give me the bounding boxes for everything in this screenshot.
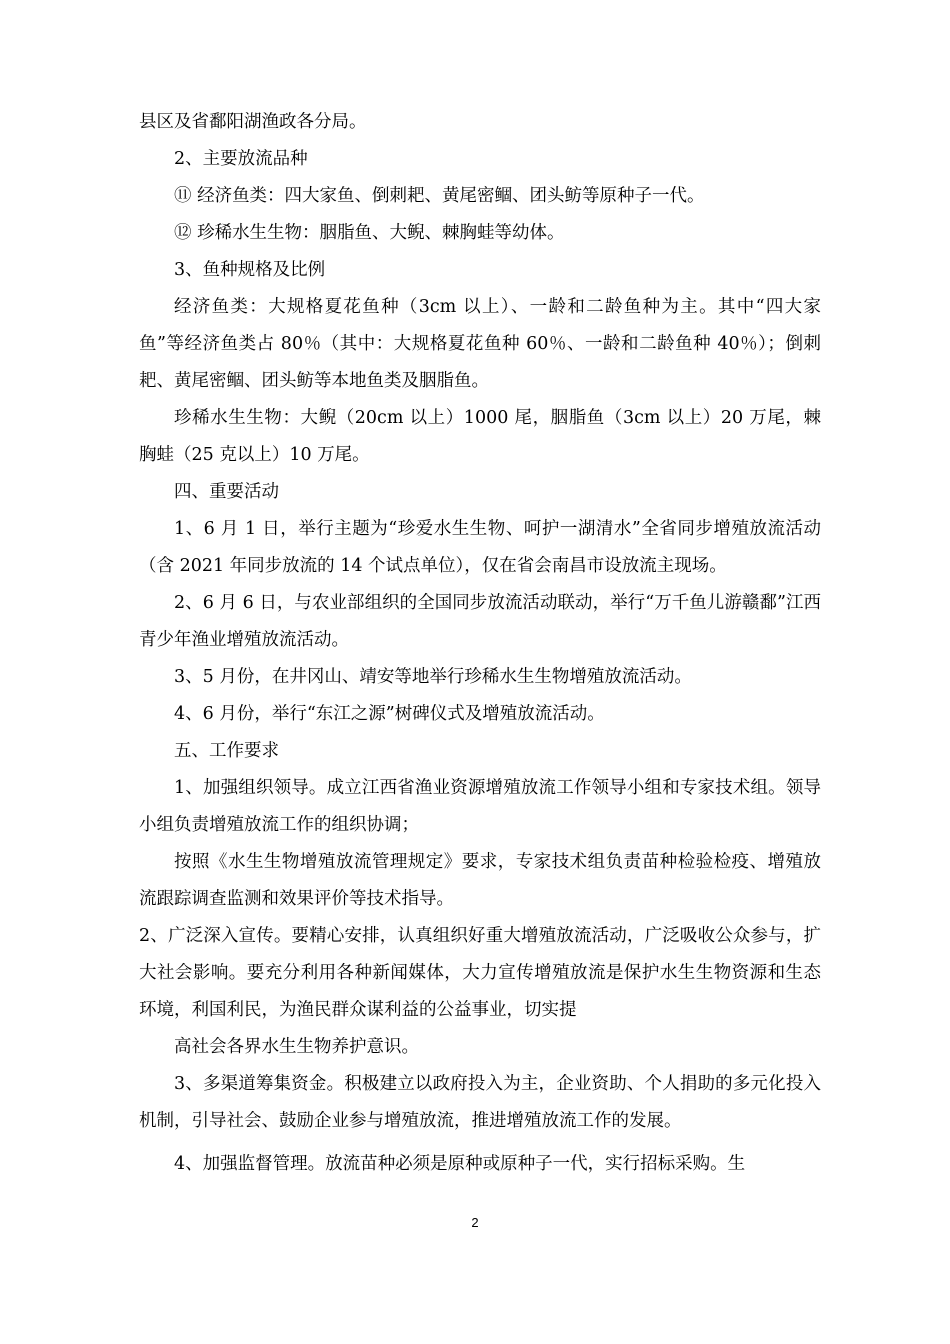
paragraph-13: 五、工作要求 xyxy=(174,741,279,761)
paragraph-11: 3、5 月份，在井冈山、靖安等地举行珍稀水生生物增殖放流活动。 xyxy=(174,667,692,687)
paragraph-5: 3、鱼种规格及比例 xyxy=(174,260,326,280)
paragraph-4: ⑫ 珍稀水生生物：胭脂鱼、大鲵、棘胸蛙等幼体。 xyxy=(174,223,565,243)
paragraph-14: 1、加强组织领导。成立江西省渔业资源增殖放流工作领导小组和专家技术组。领导小组负责增殖放流工作的组织协调； xyxy=(139,778,821,835)
paragraph-17: 高社会各界水生生物养护意识。 xyxy=(174,1037,419,1057)
paragraph-2: 2、主要放流品种 xyxy=(174,149,308,169)
paragraph-6: 经济鱼类：大规格夏花鱼种（3cm 以上）、一龄和二龄鱼种为主。其中“四大家鱼”等经济鱼类占 80％（其中：大规格夏花鱼种 60％、一龄和二龄鱼种 40％）；倒刺耙、黄尾密鲴、团头鲂等本地鱼类及胭脂鱼。 xyxy=(139,297,821,391)
page-number: 2 xyxy=(471,1215,479,1230)
paragraph-3: ⑪ 经济鱼类：四大家鱼、倒刺耙、黄尾密鲴、团头鲂等原种子一代。 xyxy=(174,186,705,206)
paragraph-12: 4、6 月份，举行“东江之源”树碑仪式及增殖放流活动。 xyxy=(174,704,605,724)
paragraph-16: 2、广泛深入宣传。要精心安排，认真组织好重大增殖放流活动，广泛吸收公众参与，扩大社会影响。要充分利用各种新闻媒体，大力宣传增殖放流是保护水生生物资源和生态环境，利国利民，为渔民群众谋利益的公益事业，切实提 xyxy=(139,926,821,1020)
paragraph-19: 4、加强监督管理。放流苗种必须是原种或原种子一代，实行招标采购。生 xyxy=(174,1154,746,1174)
paragraph-8: 四、重要活动 xyxy=(174,482,279,502)
paragraph-1: 县区及省鄱阳湖渔政各分局。 xyxy=(139,112,367,132)
paragraph-15: 按照《水生生物增殖放流管理规定》要求，专家技术组负责苗种检验检疫、增殖放流跟踪调查监测和效果评价等技术指导。 xyxy=(139,852,821,909)
paragraph-9: 1、6 月 1 日，举行主题为“珍爱水生生物、呵护一湖清水”全省同步增殖放流活动（含 2021 年同步放流的 14 个试点单位），仅在省会南昌市设放流主现场。 xyxy=(139,519,821,576)
paragraph-10: 2、6 月 6 日，与农业部组织的全国同步放流活动联动，举行“万千鱼儿游赣鄱”江西青少年渔业增殖放流活动。 xyxy=(139,593,821,650)
paragraph-7: 珍稀水生生物：大鲵（20cm 以上）1000 尾，胭脂鱼（3cm 以上）20 万尾，棘胸蛙（25 克以上）10 万尾。 xyxy=(139,408,821,465)
paragraph-18: 3、多渠道筹集资金。积极建立以政府投入为主，企业资助、个人捐助的多元化投入机制，引导社会、鼓励企业参与增殖放流，推进增殖放流工作的发展。 xyxy=(139,1074,821,1131)
document-body xyxy=(139,104,821,1183)
